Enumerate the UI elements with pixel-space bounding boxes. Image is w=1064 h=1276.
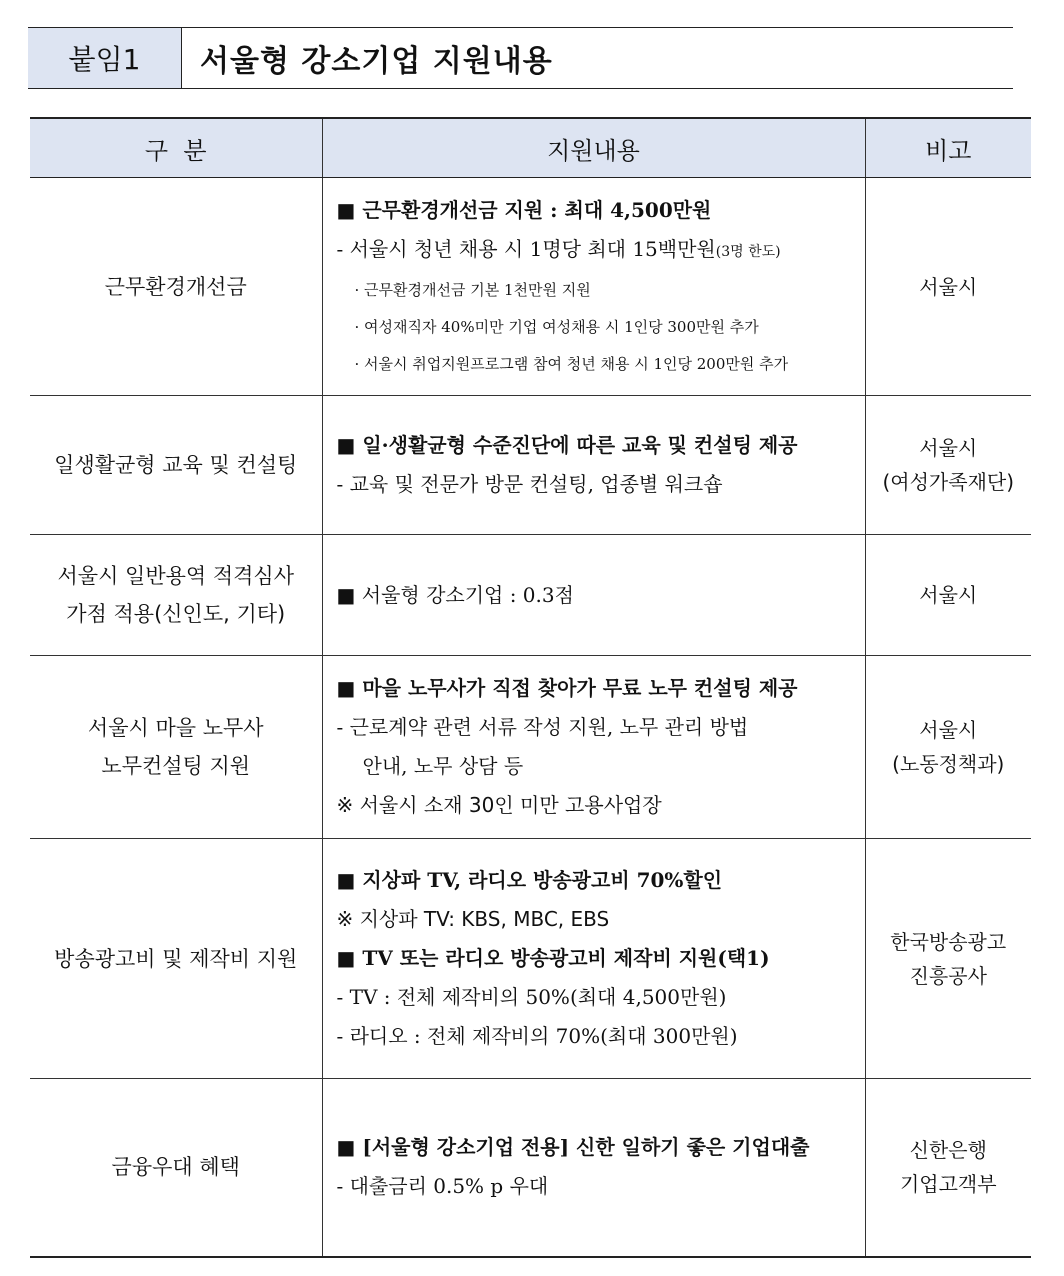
note-line: 신한은행 [909, 1138, 987, 1163]
row-category [30, 839, 322, 1079]
content-line: - 대출금리 0.5% p 우대 [336, 1174, 549, 1199]
document-title: 서울형 강소기업 지원내용 [200, 44, 553, 79]
content-line: · 근무환경개선금 기본 1천만원 지원 [354, 280, 591, 299]
table-row [30, 178, 1031, 396]
content-line: - TV : 전체 제작비의 50%(최대 4,500만원) [336, 985, 727, 1009]
category-line: 서울시 마을 노무사 [87, 716, 264, 740]
row-content [322, 535, 865, 656]
header-note: 비고 [865, 118, 1031, 178]
content-line: · 여성재직자 40%미만 기업 여성채용 시 1인당 300만원 추가 [354, 317, 759, 336]
content-line [337, 230, 855, 272]
note-line: 서울시 [919, 274, 978, 299]
row-note [865, 656, 1031, 839]
category-line: 서울시 일반용역 적격심사 [57, 564, 294, 588]
content-line: ■ [서울형 강소기업 전용] 신한 일하기 좋은 기업대출 [336, 1135, 810, 1160]
note-line: (여성가족재단) [882, 470, 1015, 494]
category-line: 가점 적용(신인도, 기타) [66, 602, 286, 626]
table-row [30, 1079, 1031, 1257]
category-line: 노무컨설팅 지원 [101, 754, 251, 778]
content-line: · 서울시 취업지원프로그램 참여 청년 채용 시 1인당 200만원 추가 [354, 354, 789, 373]
content-line: 안내, 노무 상담 등 [362, 754, 524, 778]
row-category [30, 656, 322, 839]
row-category [30, 1079, 322, 1257]
row-note [865, 178, 1031, 396]
content-line: - 라디오 : 전체 제작비의 70%(최대 300만원) [336, 1024, 738, 1048]
header-content: 지원내용 [322, 118, 865, 178]
support-table [30, 117, 1031, 1258]
content-line: ■ 마을 노무사가 직접 찾아가 무료 노무 컨설팅 제공 [336, 676, 798, 700]
content-line: ■ 지상파 TV, 라디오 방송광고비 70%할인 [336, 868, 723, 892]
row-content [322, 839, 865, 1079]
row-note [865, 839, 1031, 1079]
row-note [865, 1079, 1031, 1257]
content-line: ■ 근무환경개선금 지원 : 최대 4,500만원 [336, 197, 712, 222]
row-category [30, 535, 322, 656]
content-line: - 근로계약 관련 서류 작성 지원, 노무 관리 방법 [336, 715, 749, 739]
table-row [30, 839, 1031, 1079]
note-line: (노동정책과) [892, 752, 1005, 776]
content-line: - 교육 및 전문가 방문 컨설팅, 업종별 워크숍 [336, 472, 723, 496]
row-content [322, 656, 865, 839]
row-category [30, 178, 322, 396]
content-line: ■ TV 또는 라디오 방송광고비 제작비 지원(택1) [336, 946, 770, 970]
category-text: 금융우대 혜택 [111, 1155, 240, 1180]
row-note [865, 396, 1031, 535]
content-line: ※ 지상파 TV: KBS, MBC, EBS [336, 907, 610, 931]
row-content [322, 396, 865, 535]
table-row [30, 396, 1031, 535]
table-header-row [30, 118, 1031, 178]
content-line-suffix: (3명 한도) [715, 243, 781, 260]
header-category: 구 분 [30, 118, 322, 178]
content-line: ■ 서울형 강소기업 : 0.3점 [336, 582, 574, 607]
note-line: 한국방송광고 [890, 929, 1007, 954]
category-text: 근무환경개선금 [104, 274, 247, 299]
content-line: ※ 서울시 소재 30인 미만 고용사업장 [336, 793, 662, 817]
category-text: 일생활균형 교육 및 컨설팅 [54, 453, 298, 477]
title-box [28, 27, 1013, 89]
table-row [30, 656, 1031, 839]
row-category [30, 396, 322, 535]
category-text: 방송광고비 및 제작비 지원 [54, 946, 298, 971]
content-line: ■ 일·생활균형 수준진단에 따른 교육 및 컨설팅 제공 [336, 433, 798, 457]
content-line-text: - 서울시 청년 채용 시 1명당 최대 15백만원 [336, 236, 716, 261]
note-line: 서울시 [919, 583, 978, 607]
note-line: 기업고객부 [899, 1172, 997, 1197]
note-line: 서울시 [919, 718, 978, 742]
note-line: 진흥공사 [909, 963, 987, 988]
row-content [322, 178, 865, 396]
note-line: 서울시 [919, 436, 978, 460]
attachment-tag: 붙임1 [28, 28, 182, 88]
table-row [30, 535, 1031, 656]
row-note [865, 535, 1031, 656]
row-content [322, 1079, 865, 1257]
